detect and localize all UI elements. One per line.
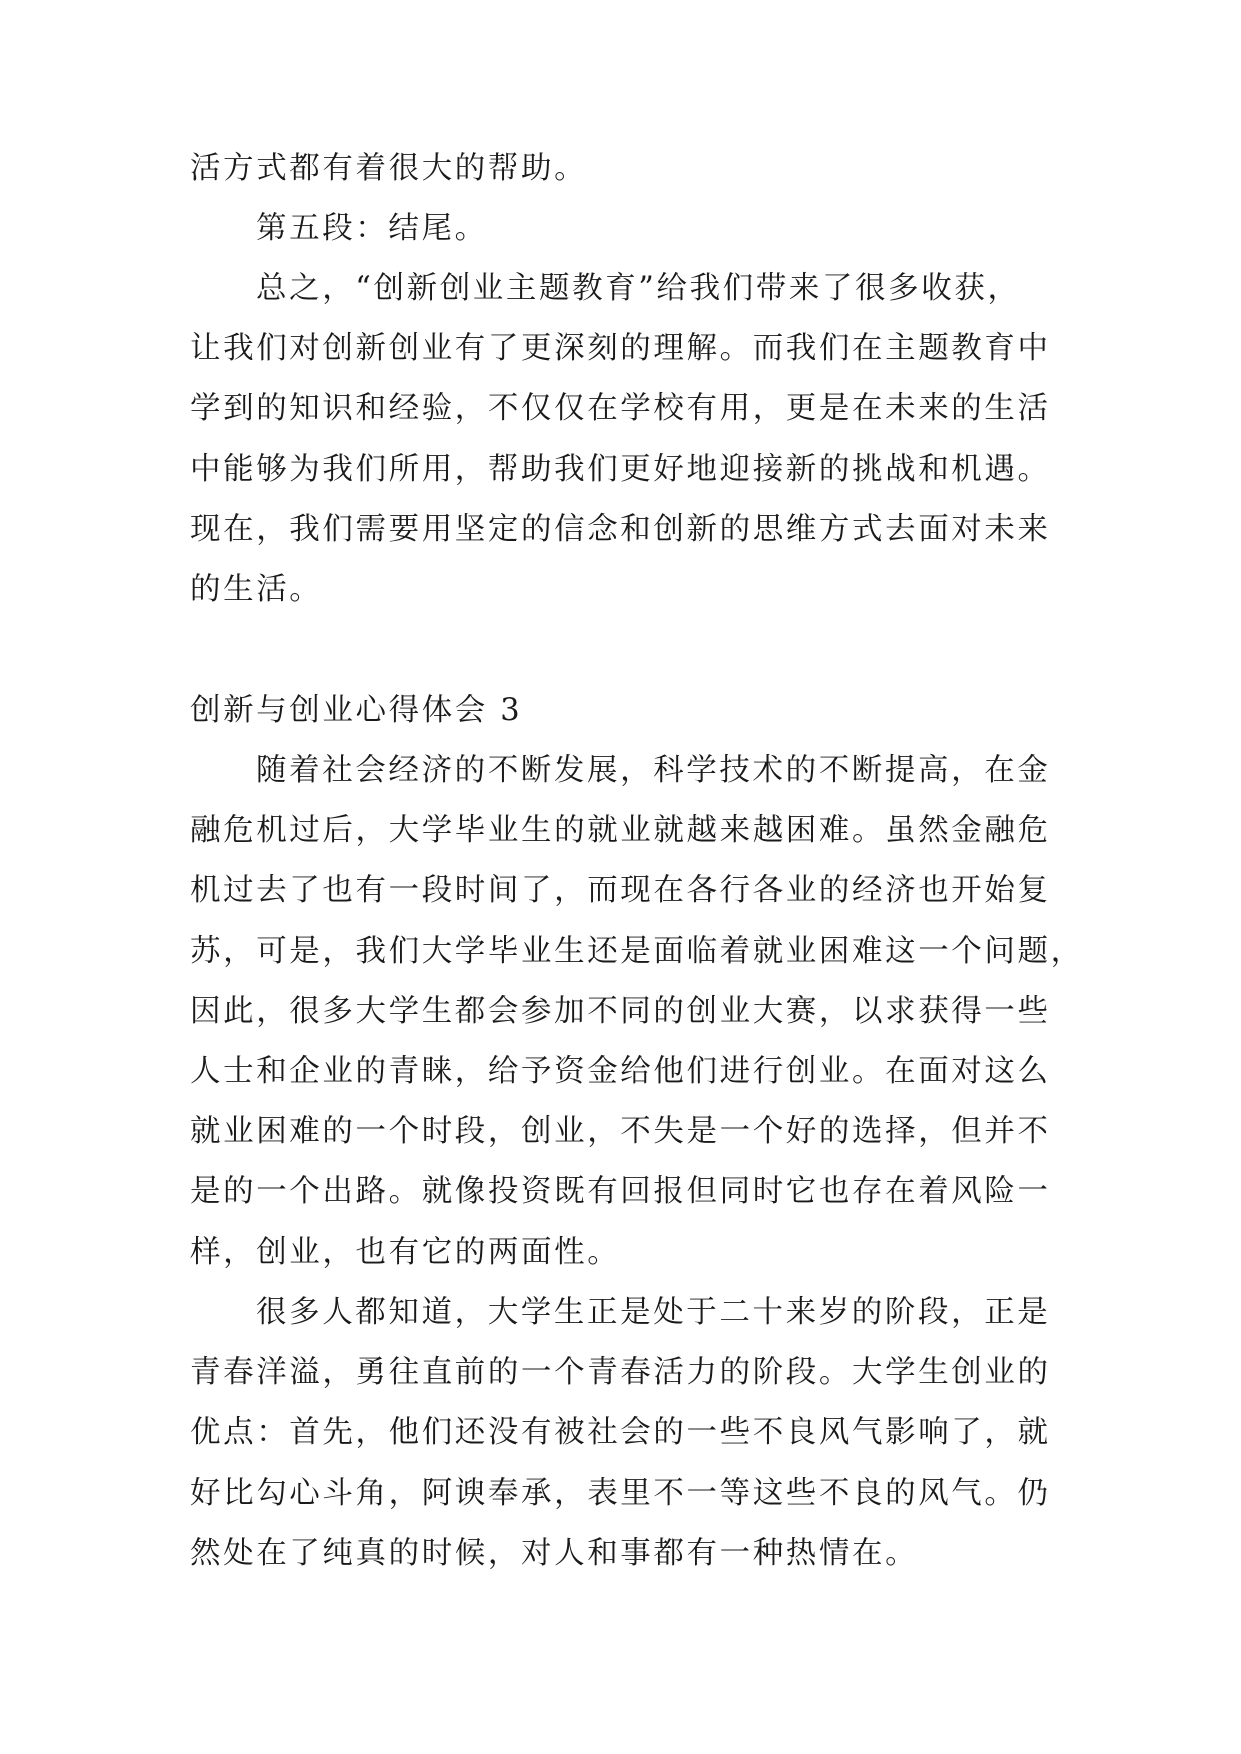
text-line: 很多人都知道，大学生正是处于二十来岁的阶段，正是 <box>256 1295 1051 1330</box>
text-line: 中能够为我们所用，帮助我们更好地迎接新的挑战和机遇。 <box>190 451 1051 487</box>
text-line: 的生活。 <box>190 572 323 608</box>
body-paragraph-1 <box>190 741 1084 1283</box>
text-line: 因此，很多大学生都会参加不同的创业大赛，以求获得一些 <box>190 993 1051 1029</box>
text-line: 现在，我们需要用坚定的信念和创新的思维方式去面对未来 <box>190 511 1051 547</box>
text-line: 好比勾心斗角，阿谀奉承，表里不一等这些不良的风气。仍 <box>190 1475 1051 1511</box>
text-line: 创新与创业心得体会 3 <box>190 693 523 728</box>
text-line: 总之，“创新创业主题教育”给我们带来了很多收获， <box>256 271 1021 306</box>
text-line: 第五段：结尾。 <box>256 211 488 246</box>
text-line: 优点：首先，他们还没有被社会的一些不良风气影响了，就 <box>190 1415 1051 1451</box>
text-line: 样，创业，也有它的两面性。 <box>190 1234 621 1270</box>
text-line: 活方式都有着很大的帮助。 <box>190 151 588 186</box>
text-line: 融危机过后，大学毕业生的就业就越来越困难。虽然金融危 <box>190 813 1051 849</box>
section-title <box>190 681 1060 741</box>
body-paragraph-2 <box>190 1283 1060 1584</box>
text-line: 然处在了纯真的时候，对人和事都有一种热情在。 <box>190 1535 919 1571</box>
text-line: 是的一个出路。就像投资既有回报但同时它也存在着风险一 <box>190 1174 1051 1210</box>
text-line: 苏，可是，我们大学毕业生还是面临着就业困难这一个问题， <box>190 933 1084 969</box>
text-line: 青春洋溢，勇往直前的一个青春活力的阶段。大学生创业的 <box>190 1355 1051 1391</box>
conclusion-paragraph <box>190 259 1060 620</box>
text-line: 人士和企业的青睐，给予资金给他们进行创业。在面对这么 <box>190 1054 1051 1090</box>
text-line: 随着社会经济的不断发展，科学技术的不断提高，在金 <box>256 753 1051 788</box>
text-line: 机过去了也有一段时间了，而现在各行各业的经济也开始复 <box>190 873 1051 909</box>
text-line: 让我们对创新创业有了更深刻的理解。而我们在主题教育中 <box>190 331 1051 367</box>
text-line: 就业困难的一个时段，创业，不失是一个好的选择，但并不 <box>190 1114 1051 1150</box>
section-heading-five <box>190 199 1060 259</box>
text-line: 学到的知识和经验，不仅仅在学校有用，更是在未来的生活 <box>190 391 1051 427</box>
continuation-line <box>190 139 1060 199</box>
